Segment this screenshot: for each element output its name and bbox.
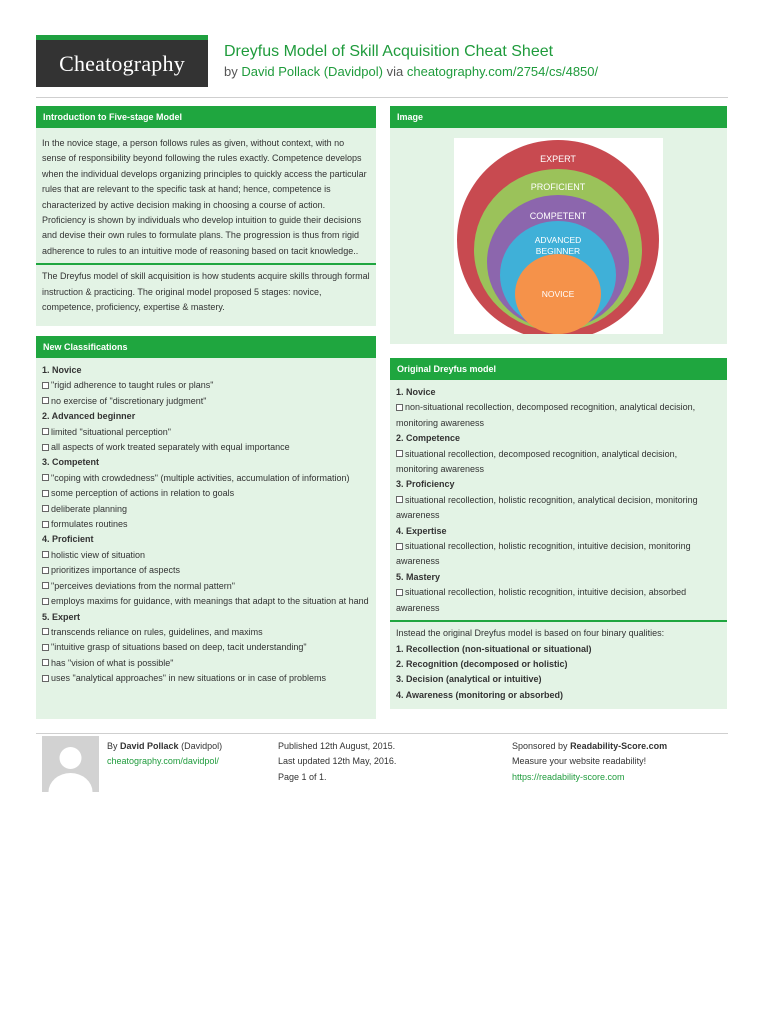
checkbox-icon[interactable] (42, 382, 49, 389)
nc-list-item (42, 471, 370, 486)
binary-quality: 4. Awareness (monitoring or absorbed) (396, 689, 564, 700)
checkbox-icon[interactable] (42, 505, 49, 512)
published-date: Published 12th August, 2015. (278, 741, 396, 751)
sponsored-by: Sponsored by (512, 741, 568, 751)
page-count: Page 1 of 1. (278, 771, 327, 782)
om-item-text: non-situational recollection, decomposed recognition, analytical decision, monitoring awareness (396, 402, 696, 428)
intro-paragraph-2: The Dreyfus model of skill acquisition is how students acquire skills through formal instruction & practicing. The original model proposed 5 stages: novice, competence, proficiency, expertise & mastery. (42, 271, 370, 313)
byline-by: by (224, 64, 238, 79)
nc-list-item (42, 378, 370, 393)
original-model-heading: Original Dreyfus model (390, 358, 727, 380)
intro-section (36, 106, 376, 326)
nc-item-text: "perceives deviations from the normal pattern" (51, 580, 235, 591)
checkbox-icon[interactable] (42, 397, 49, 404)
checkbox-icon[interactable] (42, 598, 49, 605)
rings-svg (454, 138, 663, 334)
om-item-text: situational recollection, holistic recognition, intuitive decision, absorbed awareness (396, 587, 687, 613)
footer-author-link[interactable]: cheatography.com/davidpol/ (107, 756, 219, 767)
cheatography-logo[interactable] (36, 35, 208, 87)
om-group-title: 3. Proficiency (396, 479, 455, 490)
nc-item-text: some perception of actions in relation to goals (51, 488, 235, 499)
nc-item-text: "intuitive grasp of situations based on deep, tacit understanding" (51, 642, 307, 653)
byline (224, 64, 598, 79)
om-group-title: 4. Expertise (396, 525, 447, 536)
om-item-text: situational recollection, decomposed recognition, analytical decision, monitoring awareness (396, 448, 678, 475)
header-divider (36, 97, 728, 98)
nc-list-item (42, 656, 370, 671)
om-group-title: 1. Novice (396, 387, 436, 397)
nc-item-text: "coping with crowdedness" (multiple activities, accumulation of information) (51, 472, 350, 483)
logo-text: Cheatography (59, 50, 185, 76)
checkbox-icon[interactable] (396, 450, 403, 457)
sponsor-link[interactable]: https://readability-score.com (512, 771, 625, 782)
nc-item-text: limited "situational perception" (51, 426, 171, 437)
checkbox-icon[interactable] (42, 428, 49, 435)
image-heading: Image (390, 106, 727, 128)
byline-via: via (386, 64, 404, 79)
nc-list-item (42, 640, 370, 655)
om-item-text: situational recollection, holistic recognition, intuitive decision, monitoring awareness (396, 541, 691, 567)
label-advanced: ADVANCED (534, 235, 582, 245)
checkbox-icon[interactable] (396, 404, 403, 411)
checkbox-icon[interactable] (42, 490, 49, 497)
checkbox-icon[interactable] (396, 543, 403, 550)
dreyfus-rings-diagram (454, 138, 663, 334)
avatar-silhouette-icon (42, 736, 99, 792)
new-classifications-body (36, 358, 376, 687)
checkbox-icon[interactable] (396, 496, 403, 503)
footer-sponsor (512, 739, 667, 785)
new-classifications-heading: New Classifications (36, 336, 376, 358)
nc-item-text: formulates routines (51, 519, 128, 530)
nc-list-item (42, 579, 370, 594)
nc-item-text: transcends reliance on rules, guidelines, and maxims (51, 626, 263, 637)
nc-list-item (42, 425, 370, 440)
checkbox-icon[interactable] (42, 521, 49, 528)
nc-item-text: no exercise of "discretionary judgment" (51, 395, 207, 406)
original-model-body (390, 380, 727, 703)
sponsor-tagline: Measure your website readability! (512, 756, 647, 767)
updated-date: Last updated 12th May, 2016. (278, 756, 397, 767)
nc-list-item (42, 548, 370, 563)
label-competent: COMPETENT (529, 211, 587, 221)
intro-divider (36, 263, 376, 265)
om-item-text: situational recollection, holistic recognition, analytical decision, monitoring awareness (396, 494, 698, 521)
nc-list-item (42, 486, 370, 501)
nc-item-text: "rigid adherence to taught rules or plans" (51, 380, 214, 391)
footer-author (107, 739, 222, 770)
om-list-item (396, 585, 721, 616)
intro-paragraph-1: In the novice stage, a person follows rules as given, without context, with no sense of responsibility beyond following the rules exactly. Competence develops when the individual develops organizing principles to quickly access the particular rules that are relevant to the specific task at hand; hence, competence is characterized by active decision making in choosing a course of action. Proficiency is shown by individuals who develop intuition to guide their decisions and devise their own rules to formulate plans. The progression is thus from rigid adherence to rules to an intuitive mode of reasoning based on tacit knowledge.. (42, 138, 367, 256)
cheatsheet-url-link[interactable]: cheatography.com/2754/cs/4850/ (406, 64, 599, 79)
om-list-item (396, 493, 721, 524)
footer-author-name: David Pollack (120, 741, 179, 751)
binary-quality: 3. Decision (analytical or intuitive) (396, 674, 542, 685)
nc-group-title: 5. Expert (42, 611, 81, 622)
om-list-item (396, 539, 721, 570)
binary-quality: 1. Recollection (non-situational or situational) (396, 643, 592, 654)
om-list-item (396, 447, 721, 478)
nc-group-title: 2. Advanced beginner (42, 411, 136, 422)
footer-dates (278, 739, 396, 785)
nc-list-item (42, 440, 370, 455)
page-title: Dreyfus Model of Skill Acquisition Cheat Sheet (224, 43, 554, 60)
label-proficient: PROFICIENT (530, 182, 586, 192)
nc-list-item (42, 563, 370, 578)
author-link[interactable]: David Pollack (Davidpol) (241, 64, 383, 79)
nc-item-text: uses "analytical approaches" in new situations or in case of problems (51, 673, 327, 684)
nc-list-item (42, 625, 370, 640)
avatar (42, 736, 99, 792)
binary-qualities-intro: Instead the original Dreyfus model is based on four binary qualities: (396, 628, 665, 639)
om-group-title: 2. Competence (396, 433, 461, 444)
checkbox-icon[interactable] (42, 582, 49, 589)
checkbox-icon[interactable] (42, 474, 49, 481)
checkbox-icon[interactable] (42, 567, 49, 574)
nc-list-item (42, 394, 370, 409)
nc-item-text: deliberate planning (51, 503, 128, 514)
checkbox-icon[interactable] (42, 644, 49, 651)
checkbox-icon[interactable] (42, 659, 49, 666)
original-model-section (390, 358, 727, 709)
nc-list-item (42, 517, 370, 532)
nc-item-text: prioritizes importance of aspects (51, 565, 181, 576)
nc-list-item (42, 594, 370, 609)
nc-item-text: all aspects of work treated separately with equal importance (51, 442, 290, 453)
checkbox-icon[interactable] (42, 628, 49, 635)
nc-item-text: has "vision of what is possible" (51, 657, 174, 668)
om-list-item (396, 400, 721, 431)
checkbox-icon[interactable] (42, 675, 49, 682)
nc-group-title: 3. Competent (42, 457, 100, 468)
om-divider (390, 620, 727, 622)
om-group-title: 5. Mastery (396, 571, 441, 582)
binary-quality: 2. Recognition (decomposed or holistic) (396, 658, 568, 669)
nc-item-text: employs maxims for guidance, with meanings that adapt to the situation at hand (51, 596, 369, 607)
checkbox-icon[interactable] (396, 589, 403, 596)
sponsor-name: Readability-Score.com (570, 741, 668, 751)
intro-heading: Introduction to Five-stage Model (36, 106, 376, 128)
nc-group-title: 1. Novice (42, 365, 82, 375)
checkbox-icon[interactable] (42, 551, 49, 558)
nc-group-title: 4. Proficient (42, 534, 94, 545)
checkbox-icon[interactable] (42, 444, 49, 451)
footer-author-handle: (Davidpol) (181, 741, 223, 751)
footer-divider (36, 733, 728, 734)
footer-by: By (107, 741, 118, 751)
nc-item-text: holistic view of situation (51, 549, 146, 560)
nc-list-item (42, 502, 370, 517)
nc-list-item (42, 671, 370, 686)
label-novice: NOVICE (541, 289, 575, 299)
label-beginner: BEGINNER (535, 246, 581, 256)
new-classifications-section (36, 336, 376, 719)
label-expert: EXPERT (540, 154, 576, 164)
